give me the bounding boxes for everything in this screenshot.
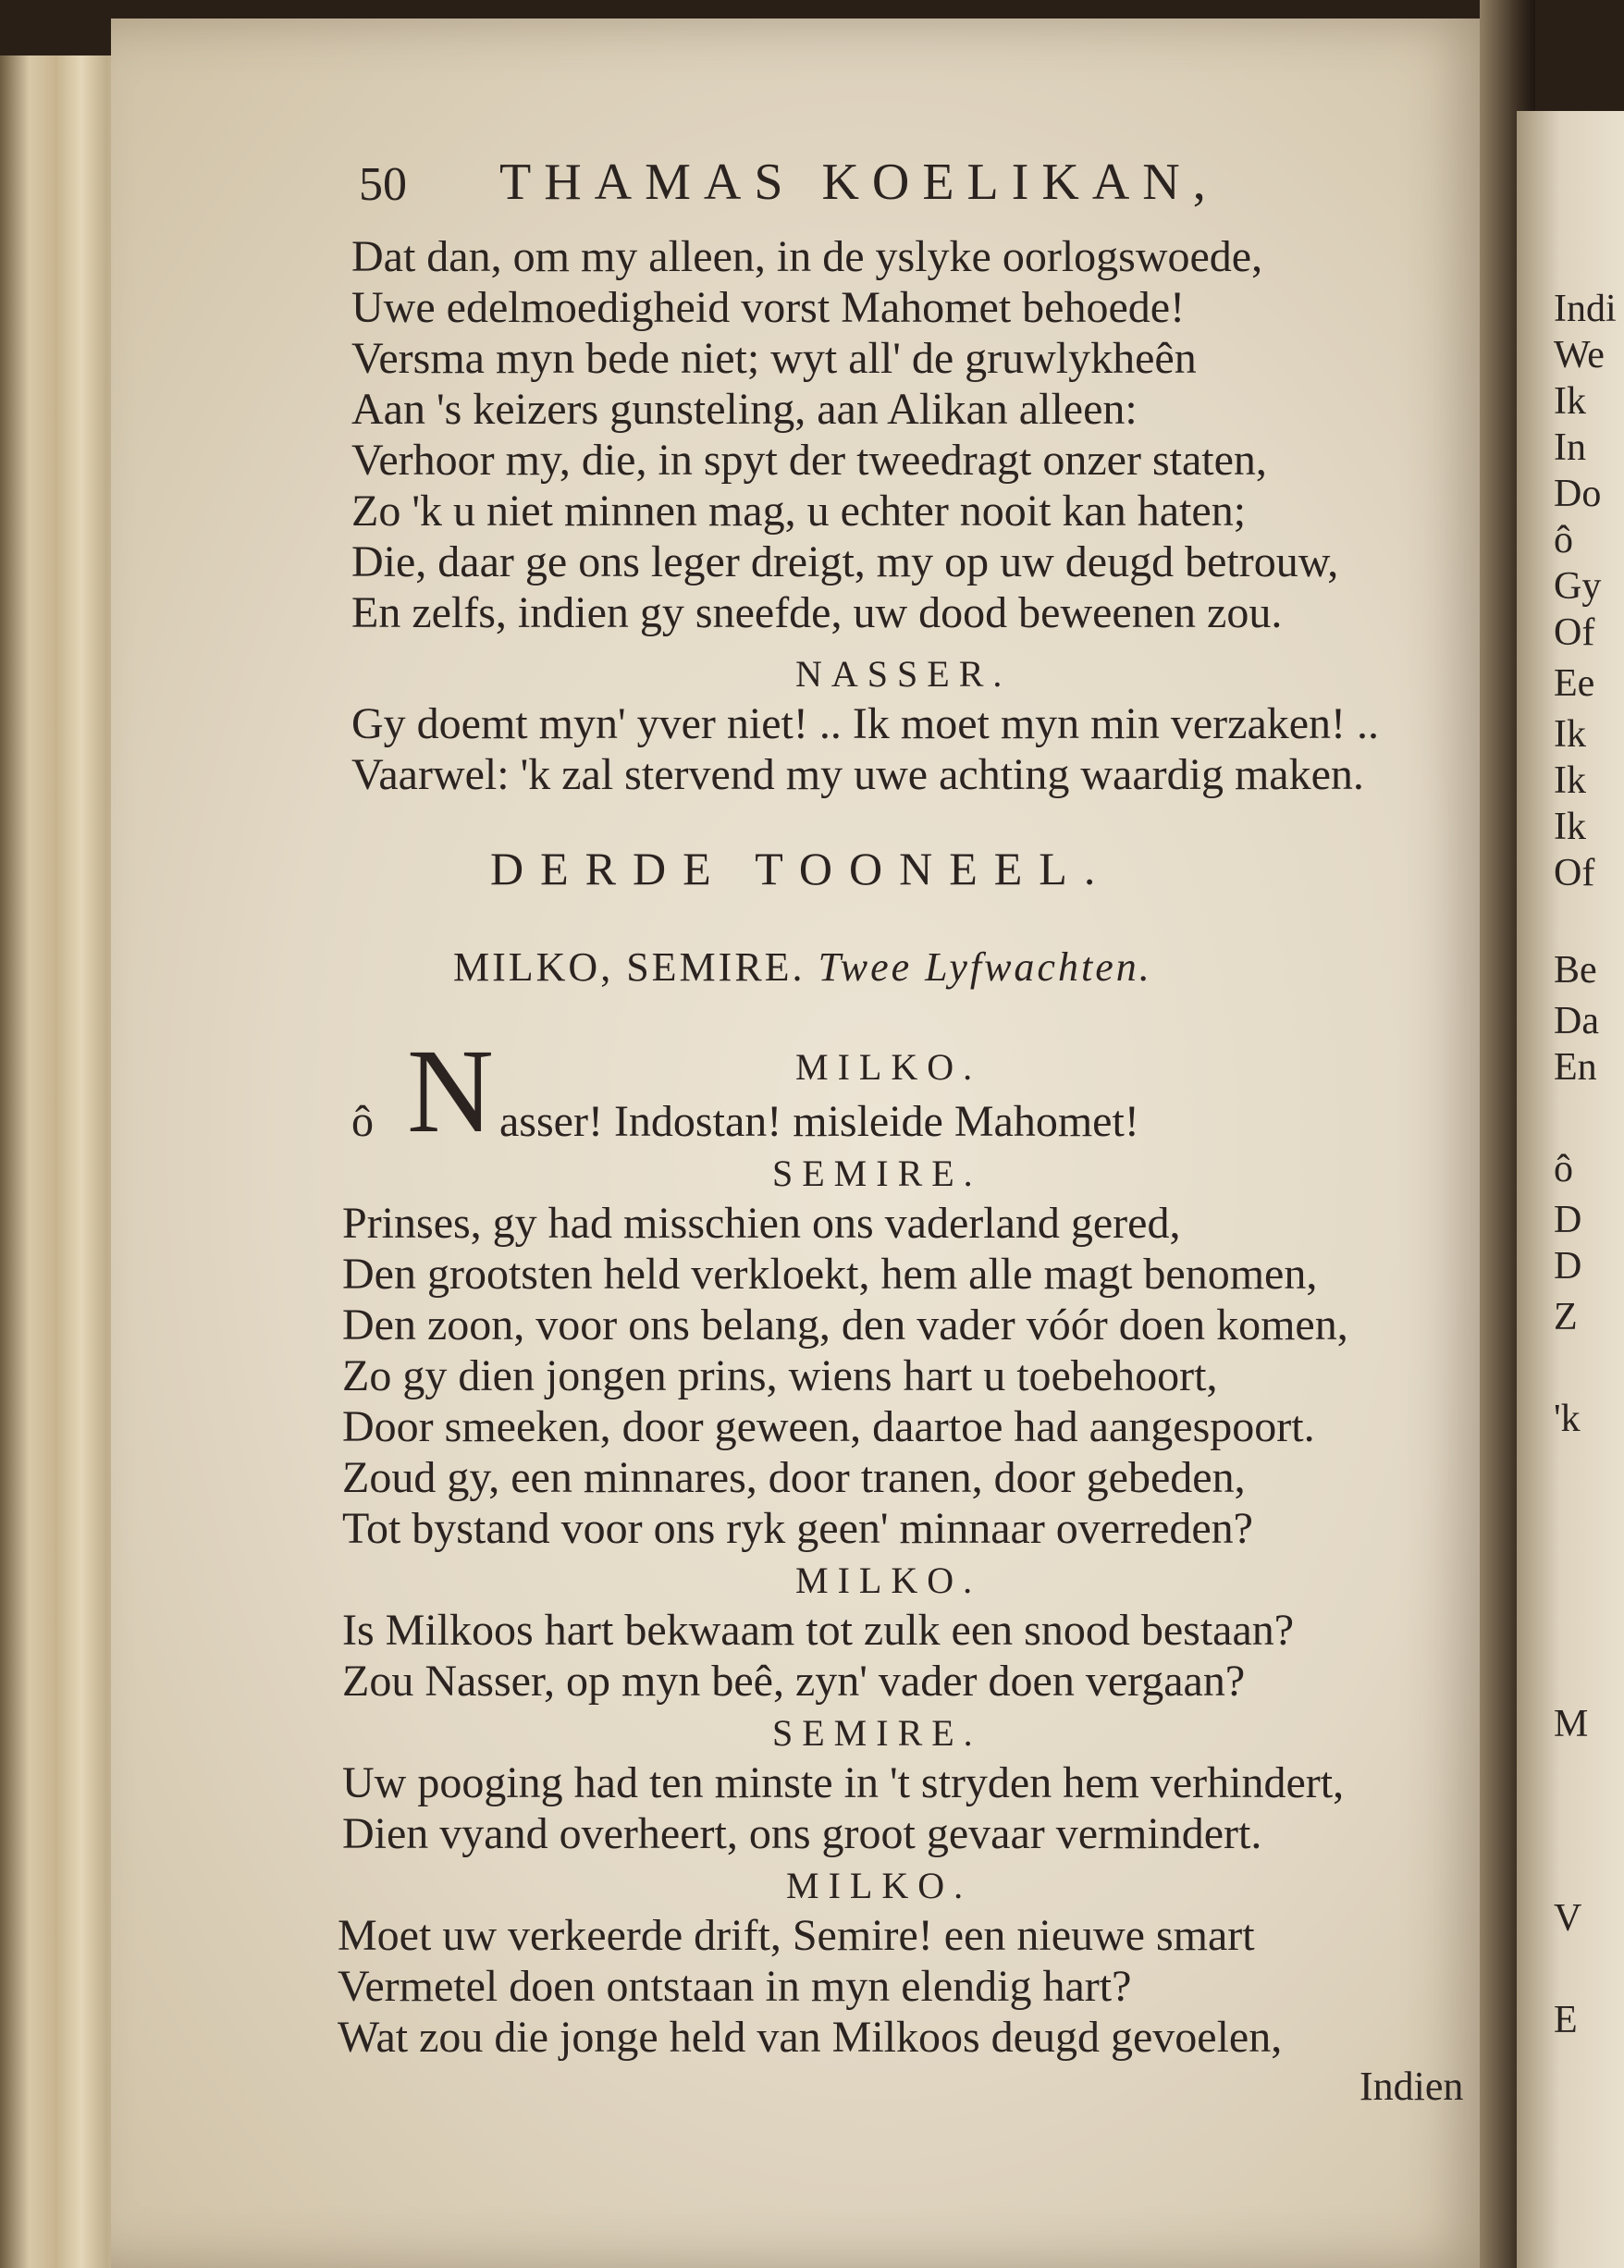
- catchword: Indien: [1359, 2064, 1464, 2109]
- right-fragment: In: [1554, 426, 1586, 469]
- right-fragment: Da: [1554, 1000, 1599, 1042]
- right-fragment: Ik: [1554, 759, 1586, 802]
- verse-line: Aan 's keizers gunsteling, aan Alikan alleen:: [351, 385, 1138, 434]
- right-fragment: ô: [1554, 1148, 1573, 1190]
- right-fragment: Of: [1554, 852, 1595, 894]
- verse-line: Vermetel doen ontstaan in myn elendig hart?: [338, 1962, 1132, 2011]
- right-fragment: V: [1554, 1897, 1582, 1940]
- verse-line: En zelfs, indien gy sneefde, uw dood beweenen zou.: [351, 588, 1283, 637]
- verse-line: Uw pooging had ten minste in 't stryden hem verhindert,: [342, 1758, 1345, 1807]
- verse-line: Zou Nasser, op myn beê, zyn' vader doen vergaan?: [342, 1657, 1246, 1706]
- page-number: 50: [359, 158, 407, 211]
- right-fragment: Of: [1554, 611, 1595, 654]
- verse-line: Die, daar ge ons leger dreigt, my op uw deugd betrouw,: [351, 537, 1339, 586]
- verse-line: Zo gy dien jongen prins, wiens hart u toebehoort,: [342, 1351, 1218, 1400]
- speaker-label: NASSER.: [795, 653, 1012, 695]
- verse-prefix: ô: [351, 1097, 374, 1146]
- verse-line: Zoud gy, een minnares, door tranen, door gebeden,: [342, 1453, 1246, 1502]
- speaker-label: MILKO.: [795, 1559, 982, 1601]
- right-fragment: Be: [1554, 949, 1597, 992]
- right-fragment: D: [1554, 1199, 1582, 1241]
- speaker-label: MILKO.: [786, 1865, 973, 1906]
- right-fragment: Z: [1554, 1296, 1578, 1338]
- cast-extras: Twee Lyfwachten.: [818, 944, 1152, 990]
- right-fragment: Indi: [1554, 288, 1617, 330]
- speaker-label: SEMIRE.: [772, 1712, 982, 1754]
- verse-line: Moet uw verkeerde drift, Semire! een nieuwe smart: [338, 1911, 1255, 1960]
- verse-line: Dien vyand overheert, ons groot gevaar vermindert.: [342, 1809, 1262, 1858]
- verse-line: Wat zou die jonge held van Milkoos deugd gevoelen,: [338, 2013, 1283, 2062]
- right-fragment: E: [1554, 1999, 1578, 2041]
- verse-line: Gy doemt myn' yver niet! .. Ik moet myn min verzaken! ..: [351, 699, 1380, 748]
- right-fragment: Ik: [1554, 806, 1586, 848]
- verse-line: Zo 'k u niet minnen mag, u echter nooit kan haten;: [351, 487, 1247, 536]
- verse-line: Is Milkoos hart bekwaam tot zulk een snood bestaan?: [342, 1606, 1295, 1655]
- verse-line: Vaarwel: 'k zal stervend my uwe achting waardig maken.: [351, 750, 1364, 799]
- verse-line: Prinses, gy had misschien ons vaderland gered,: [342, 1199, 1181, 1248]
- verse-line: asser! Indostan! misleide Mahomet!: [499, 1097, 1139, 1146]
- right-fragment: Ee: [1554, 662, 1595, 705]
- scene-title: DERDE TOONEEL.: [490, 843, 1113, 894]
- verse-line: Versma myn bede niet; wyt all' de gruwlykheên: [351, 334, 1197, 383]
- cast-names: MILKO, SEMIRE.: [453, 944, 806, 990]
- verse-line: Den grootsten held verkloekt, hem alle magt benomen,: [342, 1250, 1318, 1299]
- running-head: THAMAS KOELIKAN,: [499, 154, 1219, 211]
- verse-line: Verhoor my, die, in spyt der tweedragt onzer staten,: [351, 436, 1267, 485]
- right-fragment: 'k: [1554, 1398, 1581, 1440]
- right-fragment: ô: [1554, 519, 1573, 561]
- cast-list: [453, 943, 1152, 991]
- verse-line: Tot bystand voor ons ryk geen' minnaar overreden?: [342, 1504, 1253, 1553]
- verse-line: Door smeeken, door geween, daartoe had aangespoort.: [342, 1402, 1315, 1451]
- right-fragment: Ik: [1554, 713, 1586, 756]
- verse-line: Uwe edelmoedigheid vorst Mahomet behoede!: [351, 283, 1186, 332]
- right-fragment: We: [1554, 334, 1605, 376]
- verse-line: Den zoon, voor ons belang, den vader vóór doen komen,: [342, 1300, 1348, 1350]
- speaker-label: MILKO.: [795, 1046, 982, 1088]
- speaker-label: SEMIRE.: [772, 1152, 982, 1194]
- drop-cap: N: [407, 1025, 494, 1158]
- right-fragment: Ik: [1554, 380, 1586, 423]
- right-fragment: D: [1554, 1245, 1582, 1288]
- right-fragment: Gy: [1554, 565, 1602, 608]
- right-fragment: M: [1554, 1703, 1589, 1745]
- right-fragment: En: [1554, 1046, 1597, 1089]
- verse-line: Dat dan, om my alleen, in de yslyke oorlogswoede,: [351, 232, 1263, 281]
- right-fragment: Do: [1554, 473, 1602, 515]
